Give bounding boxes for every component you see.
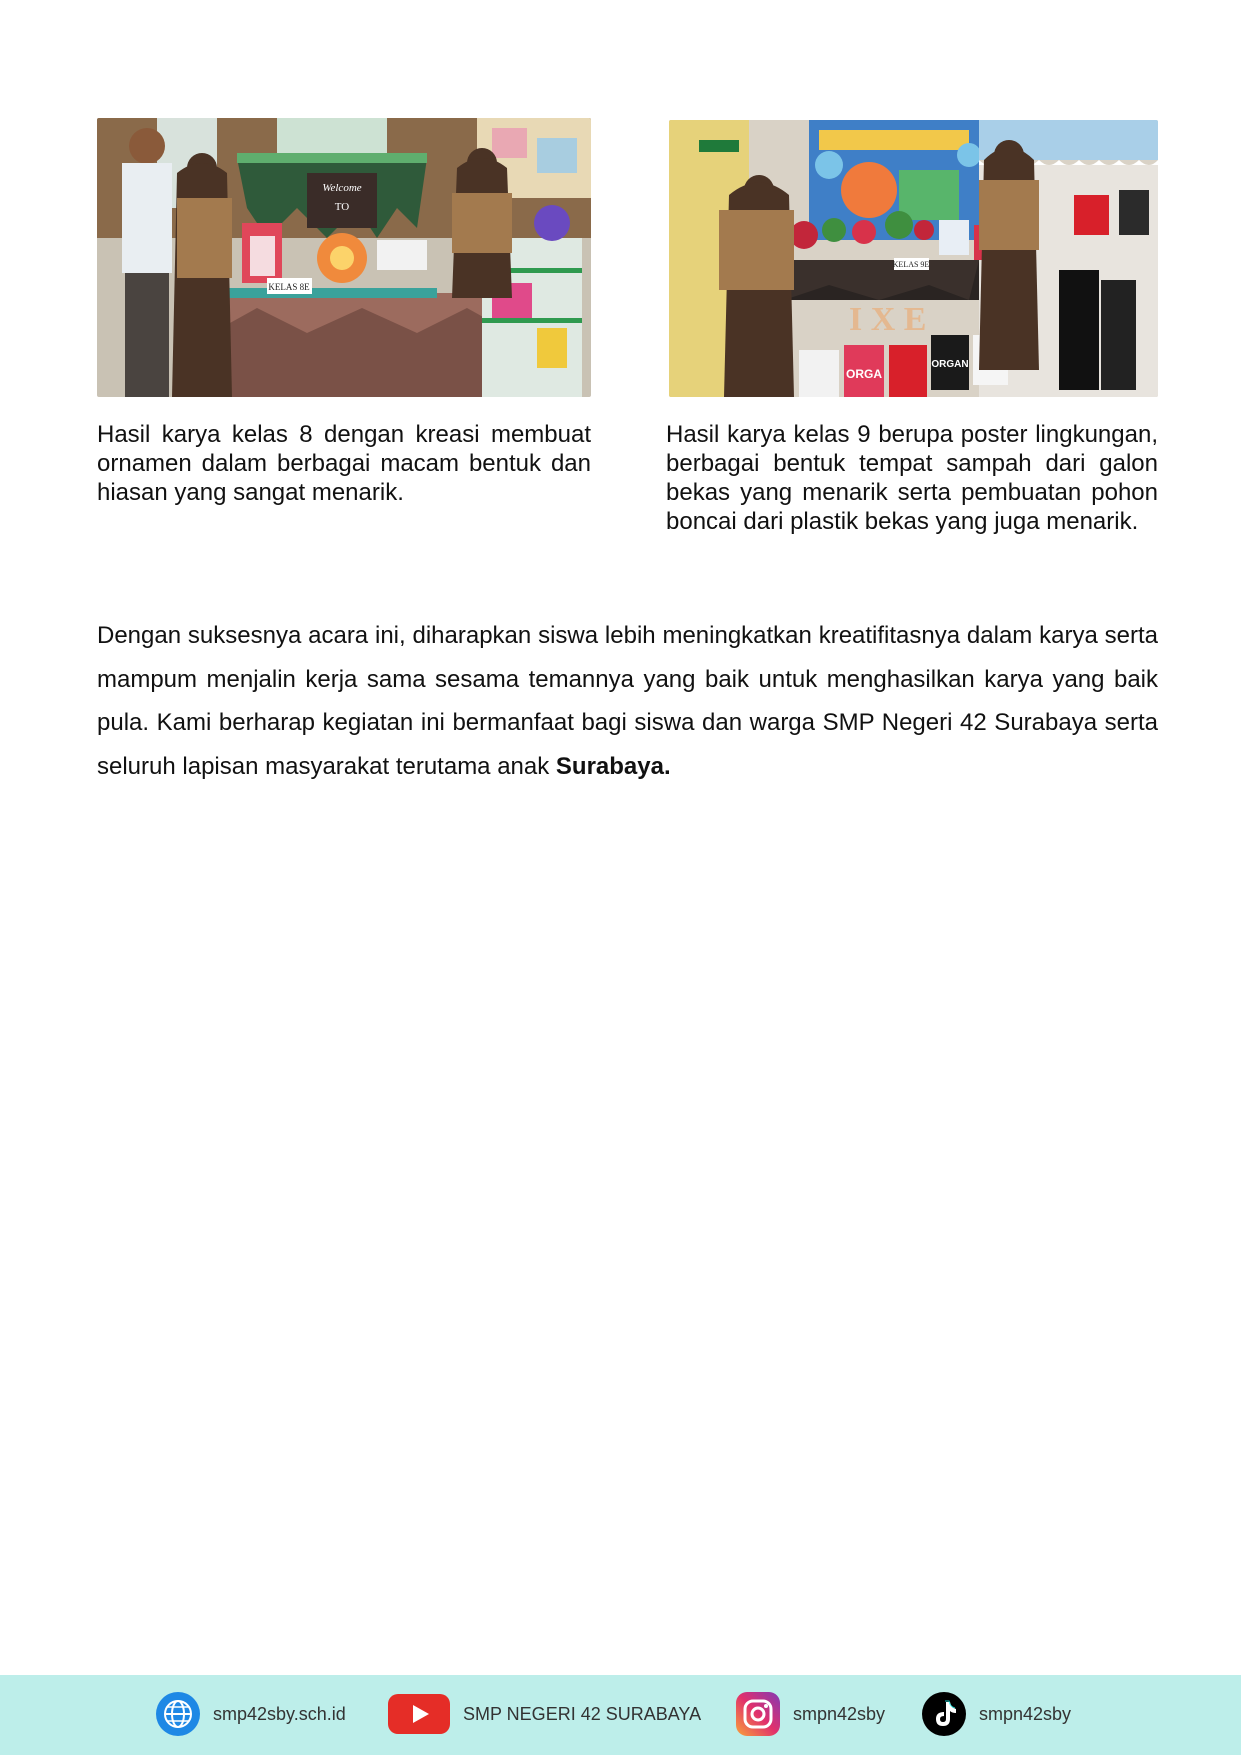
footer-instagram-text: smpn42sby [793,1703,886,1724]
svg-text:I X E: I X E [849,301,927,338]
photo-class-8-exhibit [97,118,591,397]
svg-text:ORGAN: ORGAN [931,359,969,370]
caption-class-9: Hasil karya kelas 9 berupa poster lingkungan, berbagai bentuk tempat sampah dari galon bekas yang menarik serta pembuatan pohon boncai dari plastik bekas yang juga menarik. [666,421,1158,535]
body-bold-end: Surabaya. [555,752,671,780]
youtube-icon [387,1691,451,1737]
svg-text:KELAS 8E: KELAS 8E [268,282,310,292]
tiktok-icon [921,1691,967,1737]
svg-text:TO: TO [334,201,350,213]
footer-tiktok[interactable] [921,1691,1071,1737]
footer-youtube[interactable] [387,1691,701,1737]
body-text: Dengan suksesnya acara ini, diharapkan siswa lebih meningkatkan kreatifitasnya dalam karya serta mampum menjalin kerja sama sesama temannya yang baik untuk menghasilkan karya yang baik pula. Kami berharap kegiatan ini bermanfaat bagi siswa dan warga SMP Negeri 42 Surabaya serta seluruh lapisan masyarakat terutama anak [97,622,1158,780]
footer-website-text: smp42sby.sch.id [213,1703,346,1724]
svg-text:KELAS 9E: KELAS 9E [892,260,930,269]
footer-youtube-text: SMP NEGERI 42 SURABAYA [463,1703,702,1724]
footer-bar [0,1675,1241,1755]
svg-text:ORGA: ORGA [846,367,882,381]
footer-website[interactable] [155,1691,346,1737]
body-paragraph [97,614,1158,788]
instagram-icon [735,1691,781,1737]
welcome-sign-text: Welcome [322,182,362,194]
caption-class-8: Hasil karya kelas 8 dengan kreasi membuat ornamen dalam berbagai macam bentuk dan hiasan yang sangat menarik. [97,421,591,506]
photo-class-9-exhibit [669,120,1158,397]
footer-tiktok-text: smpn42sby [979,1703,1072,1724]
globe-icon [155,1691,201,1737]
footer-instagram[interactable] [735,1691,885,1737]
